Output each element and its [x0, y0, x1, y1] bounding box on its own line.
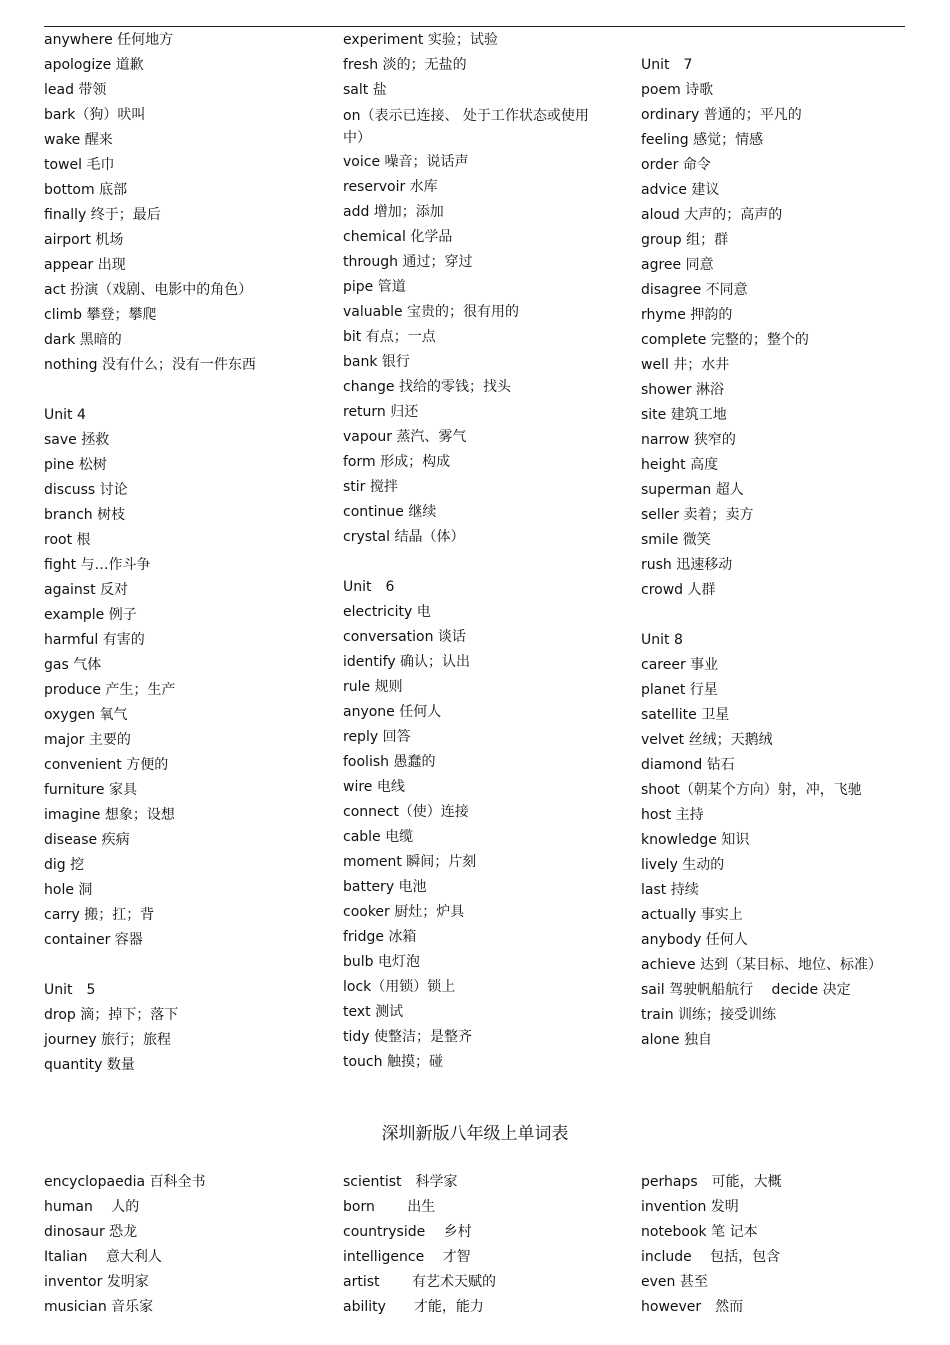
vocab-entry: well 井；水井: [641, 357, 730, 373]
vocab-entry: perhaps 可能，大概: [641, 1174, 782, 1190]
vocab-entry: wake 醒来: [44, 132, 113, 148]
vocab-entry: order 命令: [641, 157, 711, 173]
vocab-entry: artist 有艺术天赋的: [343, 1274, 496, 1290]
vocab-entry: experiment 实验；试验: [343, 32, 498, 48]
vocab-entry: carry 搬；扛；背: [44, 907, 155, 923]
vocab-entry: feeling 感觉；情感: [641, 132, 764, 148]
vocab-entry: bark（狗）吠叫: [44, 107, 146, 123]
vocab-entry: towel 毛巾: [44, 157, 115, 173]
vocab-entry: text 测试: [343, 1004, 404, 1020]
vocab-entry: shower 淋浴: [641, 382, 725, 398]
vocab-entry: furniture 家具: [44, 782, 137, 798]
vocab-entry: group 组；群: [641, 232, 729, 248]
vocab-entry: discuss 讨论: [44, 482, 128, 498]
vocab-entry: example 例子: [44, 607, 137, 623]
vocab-entry: cooker 厨灶；炉具: [343, 904, 465, 920]
vocab-entry: root 根: [44, 532, 91, 548]
vocab-entry: identify 确认；认出: [343, 654, 471, 670]
vocab-entry: dinosaur 恐龙: [44, 1224, 138, 1240]
vocab-entry: ordinary 普通的；平凡的: [641, 107, 802, 123]
vocab-entry: ability 才能，能力: [343, 1299, 484, 1315]
vocab-entry: dig 挖: [44, 857, 85, 873]
vocab-entry: complete 完整的；整个的: [641, 332, 809, 348]
vocab-entry: bulb 电灯泡: [343, 954, 420, 970]
vocab-entry: intelligence 才智: [343, 1249, 471, 1265]
vocab-entry: fridge 冰箱: [343, 929, 417, 945]
vocab-entry: container 容器: [44, 932, 143, 948]
unit-heading: Unit 8: [641, 632, 683, 648]
vocab-entry: achieve 达到（某目标、地位、标准）: [641, 957, 883, 973]
vocab-entry: last 持续: [641, 882, 699, 898]
vocab-entry: wire 电线: [343, 779, 405, 795]
vocab-entry: countryside 乡村: [343, 1224, 472, 1240]
vocab-entry: planet 行星: [641, 682, 718, 698]
vocab-entry: train 训练；接受训练: [641, 1007, 777, 1023]
vocab-entry: return 归还: [343, 404, 419, 420]
vocab-entry: convenient 方便的: [44, 757, 169, 773]
vocab-entry: continue 继续: [343, 504, 437, 520]
vocab-entry: fresh 淡的；无盐的: [343, 57, 467, 73]
vocab-entry: moment 瞬间；片刻: [343, 854, 477, 870]
vocab-entry: smile 微笑: [641, 532, 711, 548]
unit-heading: Unit 7: [641, 57, 693, 73]
vocab-entry: rush 迅速移动: [641, 557, 733, 573]
vocab-entry: disagree 不同意: [641, 282, 748, 298]
vocab-entry: however 然而: [641, 1299, 744, 1315]
vocab-entry: lead 带领: [44, 82, 107, 98]
word-column-2: [343, 28, 601, 1075]
vocab-entry: career 事业: [641, 657, 719, 673]
vocab-entry: climb 攀登；攀爬: [44, 307, 157, 323]
vocab-entry: superman 超人: [641, 482, 744, 498]
blank-line: [641, 28, 921, 53]
vocab-entry: act 扮演（戏剧、电影中的角色）: [44, 282, 253, 298]
vocab-entry: on（表示已连接、 处于工作状态或使用中）: [343, 108, 589, 146]
vocab-entry: lively 生动的: [641, 857, 725, 873]
vocab-entry: fight 与…作斗争: [44, 557, 151, 573]
vocab-entry: rule 规则: [343, 679, 403, 695]
vocab-entry: disease 疾病: [44, 832, 130, 848]
vocab-entry: knowledge 知识: [641, 832, 750, 848]
vocab-entry: even 甚至: [641, 1274, 708, 1290]
vocab-entry: reservoir 水库: [343, 179, 438, 195]
vocab-entry: change 找给的零钱；找头: [343, 379, 511, 395]
vocab-entry: encyclopaedia 百科全书: [44, 1174, 206, 1190]
vocab-entry: imagine 想象；设想: [44, 807, 175, 823]
vocab-entry: airport 机场: [44, 232, 124, 248]
vocab-entry: pine 松树: [44, 457, 107, 473]
section-title: 深圳新版八年级上单词表: [381, 1124, 569, 1144]
vocab-entry: valuable 宝贵的；很有用的: [343, 304, 520, 320]
word-column-3: [641, 28, 921, 1053]
vocab-entry: harmful 有害的: [44, 632, 145, 648]
vocab-entry: cable 电缆: [343, 829, 414, 845]
vocab-entry: major 主要的: [44, 732, 131, 748]
word-column-5: [343, 1170, 633, 1320]
vocab-entry: invention 发明: [641, 1199, 739, 1215]
vocab-entry: appear 出现: [44, 257, 126, 273]
vocab-entry: stir 搅拌: [343, 479, 398, 495]
vocab-entry: produce 产生；生产: [44, 682, 176, 698]
vocab-entry: reply 回答: [343, 729, 411, 745]
vocab-entry: site 建筑工地: [641, 407, 727, 423]
vocab-entry: salt 盐: [343, 82, 387, 98]
vocab-entry: quantity 数量: [44, 1057, 135, 1073]
unit-heading: Unit 4: [44, 407, 86, 423]
vocab-entry: connect（使）连接: [343, 804, 469, 820]
vocab-entry: bank 银行: [343, 354, 410, 370]
unit-heading: Unit 5: [44, 982, 96, 998]
vocab-entry: crystal 结晶（体）: [343, 529, 465, 545]
blank-line: [343, 550, 601, 575]
vocab-entry: gas 气体: [44, 657, 102, 673]
vocab-entry: battery 电池: [343, 879, 427, 895]
blank-line: [44, 953, 334, 978]
vocab-entry: electricity 电: [343, 604, 431, 620]
vocab-entry: born 出生: [343, 1199, 436, 1215]
vocab-entry: rhyme 押韵的: [641, 307, 733, 323]
vocab-entry: pipe 管道: [343, 279, 406, 295]
vocab-entry: sail 驾驶帆船航行 decide 决定: [641, 982, 851, 998]
vocab-entry: hole 洞: [44, 882, 93, 898]
top-rule: [44, 26, 905, 27]
word-column-6: [641, 1170, 921, 1320]
vocab-entry: poem 诗歌: [641, 82, 714, 98]
vocab-entry: include 包括，包含: [641, 1249, 781, 1265]
vocab-entry: drop 滴；掉下；落下: [44, 1007, 179, 1023]
vocab-entry: apologize 道歉: [44, 57, 144, 73]
vocab-entry: conversation 谈话: [343, 629, 466, 645]
vocab-entry: voice 噪音；说话声: [343, 154, 469, 170]
vocab-entry: oxygen 氧气: [44, 707, 128, 723]
vocab-entry: add 增加；添加: [343, 204, 444, 220]
vocab-entry: foolish 愚蠢的: [343, 754, 436, 770]
vocab-entry: aloud 大声的；高声的: [641, 207, 783, 223]
vocab-entry: velvet 丝绒；天鹅绒: [641, 732, 773, 748]
unit-heading: Unit 6: [343, 579, 395, 595]
vocab-entry: against 反对: [44, 582, 129, 598]
vocab-entry: nothing 没有什么；没有一件东西: [44, 357, 256, 373]
vocab-entry: seller 卖着；卖方: [641, 507, 754, 523]
vocab-entry: dark 黑暗的: [44, 332, 122, 348]
vocab-entry: chemical 化学品: [343, 229, 453, 245]
vocab-entry: anyone 任何人: [343, 704, 442, 720]
vocab-entry: bit 有点；一点: [343, 329, 436, 345]
vocab-entry: anybody 任何人: [641, 932, 748, 948]
word-column-1: [44, 28, 334, 1078]
vocab-entry: shoot（朝某个方向）射，冲，飞驰: [641, 782, 862, 798]
vocab-entry: height 高度: [641, 457, 719, 473]
blank-line: [641, 603, 921, 628]
vocab-entry: vapour 蒸汽、雾气: [343, 429, 467, 445]
vocab-entry: touch 触摸；碰: [343, 1054, 443, 1070]
vocab-entry: narrow 狭窄的: [641, 432, 736, 448]
vocab-entry: tidy 使整洁；是整齐: [343, 1029, 473, 1045]
vocab-entry: agree 同意: [641, 257, 714, 273]
vocab-entry: diamond 钻石: [641, 757, 735, 773]
vocab-entry: inventor 发明家: [44, 1274, 149, 1290]
vocab-entry: host 主持: [641, 807, 704, 823]
vocab-entry: human 人的: [44, 1199, 140, 1215]
vocab-entry: crowd 人群: [641, 582, 716, 598]
vocab-entry: save 拯救: [44, 432, 110, 448]
vocab-entry: through 通过；穿过: [343, 254, 473, 270]
vocab-entry: bottom 底部: [44, 182, 128, 198]
vocab-entry: actually 事实上: [641, 907, 743, 923]
vocab-entry: musician 音乐家: [44, 1299, 154, 1315]
word-column-4: [44, 1170, 334, 1320]
vocab-entry: alone 独自: [641, 1032, 712, 1048]
vocab-entry: journey 旅行；旅程: [44, 1032, 172, 1048]
vocab-entry: finally 终于；最后: [44, 207, 161, 223]
vocab-entry: lock（用锁）锁上: [343, 979, 456, 995]
vocab-entry: notebook 笔 记本: [641, 1224, 758, 1240]
vocab-entry: Italian 意大利人: [44, 1249, 162, 1265]
vocab-entry: anywhere 任何地方: [44, 32, 174, 48]
vocab-entry: form 形成；构成: [343, 454, 451, 470]
vocab-entry: advice 建议: [641, 182, 720, 198]
vocab-entry: satellite 卫星: [641, 707, 730, 723]
blank-line: [44, 378, 334, 403]
vocab-entry: scientist 科学家: [343, 1174, 458, 1190]
vocab-entry: branch 树枝: [44, 507, 126, 523]
